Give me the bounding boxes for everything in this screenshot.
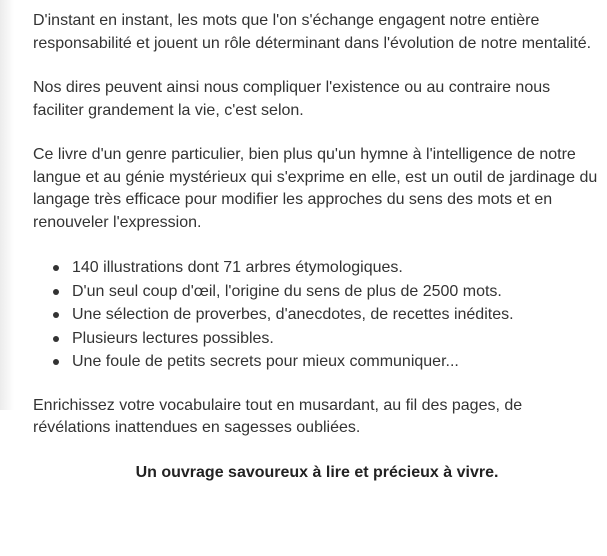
feature-list bbox=[33, 256, 601, 374]
paragraph-closing: Enrichissez votre vocabulaire tout en musardant, au fil des pages, de révélations inattendues en sagesses oubliées. bbox=[33, 396, 523, 436]
list-item: D'un seul coup d'œil, l'origine du sens de plus de 2500 mots. bbox=[72, 280, 601, 304]
paragraph-consequences: Nos dires peuvent ainsi nous compliquer l'existence ou au contraire nous faciliter grandement la vie, c'est selon. bbox=[33, 79, 551, 119]
left-edge-shadow bbox=[0, 0, 14, 410]
paragraph-intro: D'instant en instant, les mots que l'on s'échange engagent notre entière responsabilité et jouent un rôle déterminant dans l'évolution de notre mentalité. bbox=[33, 12, 592, 52]
list-item: Plusieurs lectures possibles. bbox=[72, 327, 601, 351]
paragraph-book-purpose: Ce livre d'un genre particulier, bien plus qu'un hymne à l'intelligence de notre langue et au génie mystérieux qui s'exprime en elle, est un outil de jardinage du langage très efficace pour modifier les approches du sens des mots et en renouveler l'expression. bbox=[33, 146, 598, 231]
list-item: 140 illustrations dont 71 arbres étymologiques. bbox=[72, 256, 601, 280]
list-item: Une foule de petits secrets pour mieux communiquer... bbox=[72, 350, 601, 374]
book-description bbox=[33, 10, 601, 484]
tagline: Un ouvrage savoureux à lire et précieux à vivre. bbox=[135, 463, 499, 481]
list-item: Une sélection de proverbes, d'anecdotes, de recettes inédites. bbox=[72, 303, 601, 327]
